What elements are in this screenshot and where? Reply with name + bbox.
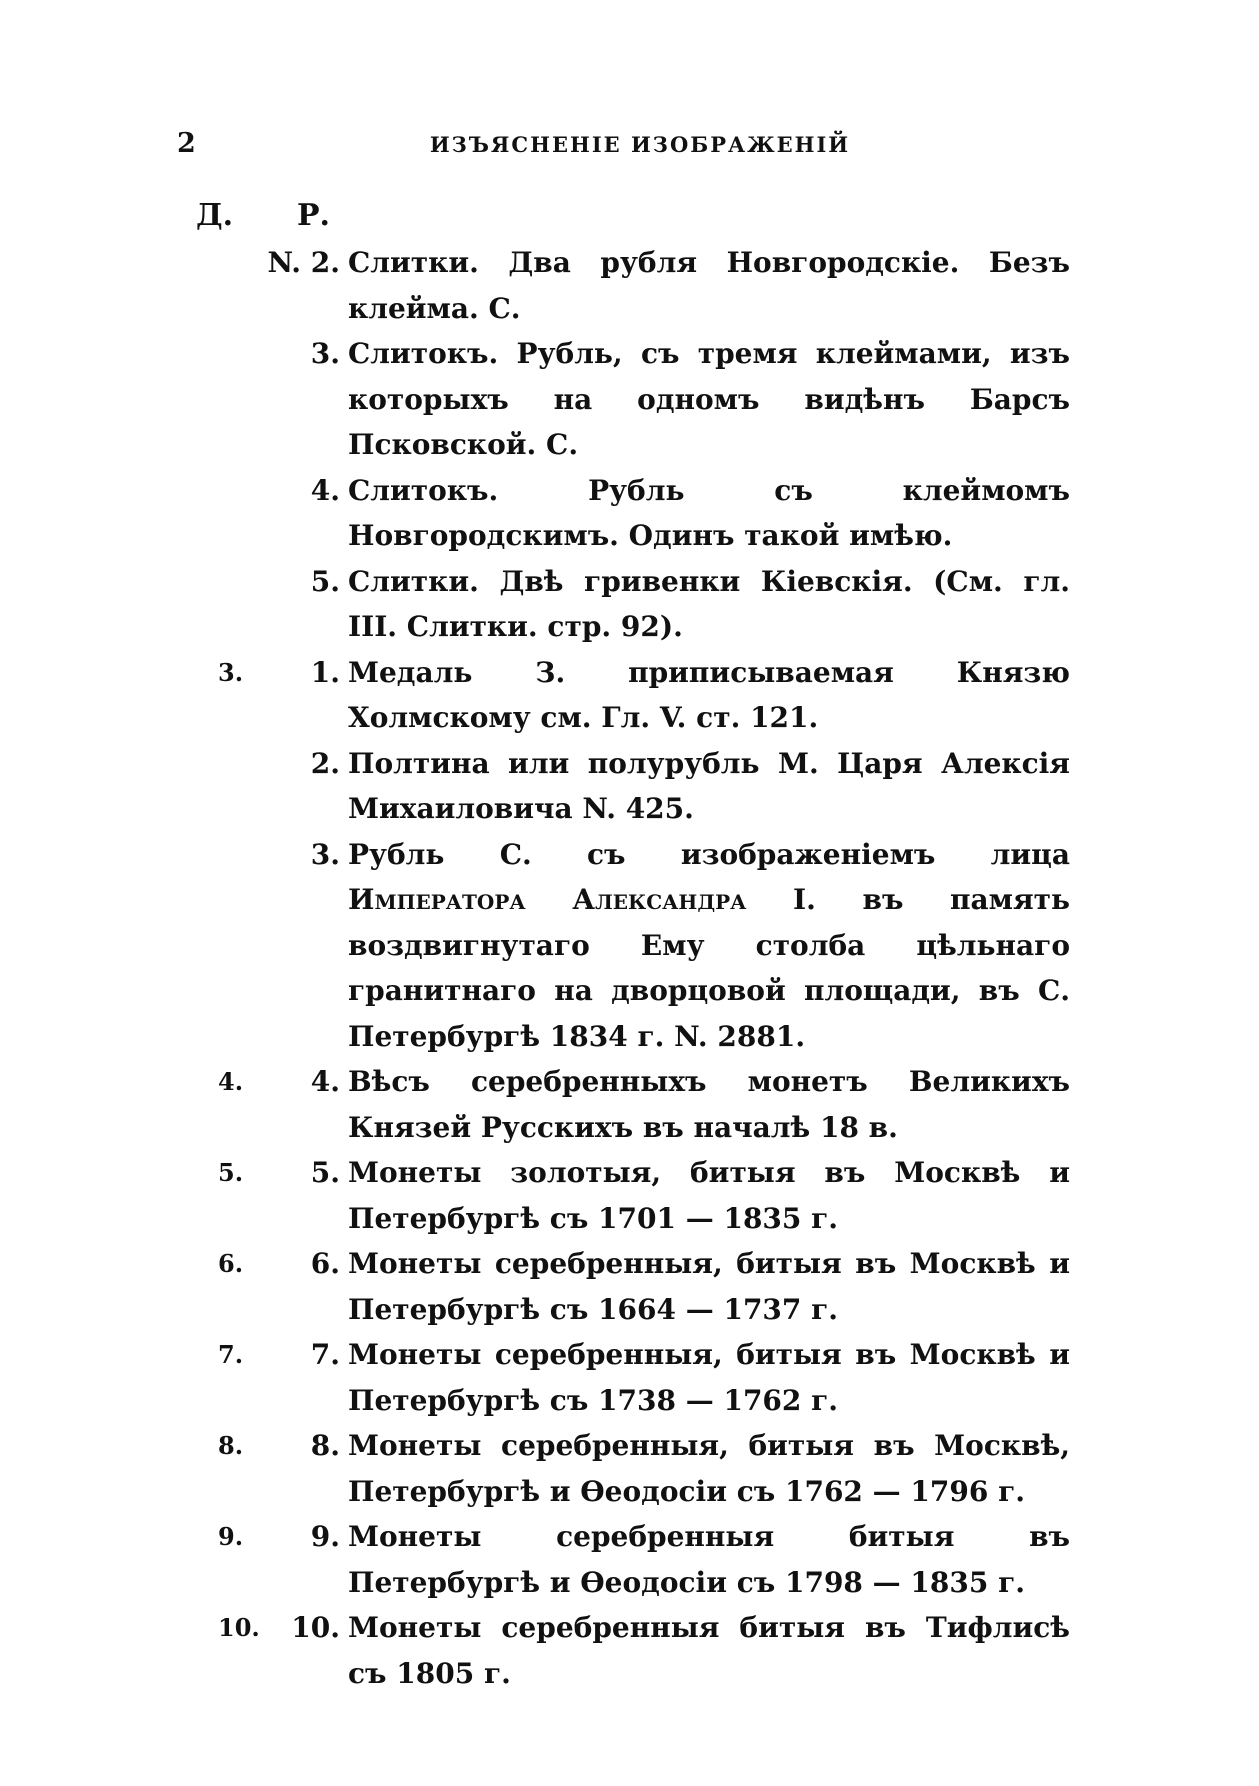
item-number: 5. [310,564,340,598]
column-header-r: Р. [297,198,331,233]
plate-number: 5. [218,1158,244,1187]
plate-number: 9. [218,1522,244,1551]
plate-number: 3. [218,657,244,687]
plate-number: 7. [218,1340,244,1369]
emperor-name: Императора Александра [348,883,747,916]
item-description: Монеты серебренныя, битыя въ Москвѣ и Петербургѣ съ 1738 — 1762 г. [348,1338,1070,1417]
running-title: ИЗЪЯСНЕНІЕ ИЗОБРАЖЕНІЙ [429,132,851,157]
plate-number: 4. [218,1067,244,1096]
item-description: Монеты серебренныя битыя въ Тифлисѣ съ 1805 г. [348,1611,1070,1690]
list-item [0,1332,1259,1423]
column-header-d: Д. [196,198,234,233]
list-item [0,240,1259,331]
item-number: N. 2. [267,246,340,279]
item-description: Монеты золотыя, битыя въ Москвѣ и Петербургѣ съ 1701 — 1835 г. [348,1156,1070,1235]
entries-list [0,240,1259,1696]
item-description: Полтина или полурубль М. Царя Алексія Михаиловича N. 425. [348,746,1070,825]
list-item [0,331,1259,468]
list-item [0,1150,1259,1241]
item-number: 9. [310,1520,340,1553]
item-description: Слитки. Двѣ гривенки Кіевскія. (См. гл. III. Слитки. стр. 92). [348,564,1070,643]
list-item [0,1241,1259,1332]
item-description: Монеты серебренныя битыя въ Петербургѣ и Ѳеодосіи съ 1798 — 1835 г. [348,1520,1070,1599]
item-number: 4. [310,1065,340,1098]
item-number: 7. [310,1338,340,1371]
list-item [0,832,1259,1060]
list-item [0,1423,1259,1514]
list-item [0,741,1259,832]
item-number: 5. [310,1156,340,1189]
item-description: Монеты серебренныя, битыя въ Москвѣ, Петербургѣ и Ѳеодосіи съ 1762 — 1796 г. [348,1429,1070,1508]
item-number: 4. [310,473,340,507]
list-item [0,468,1259,559]
plate-number: 6. [218,1249,244,1278]
list-item [0,650,1259,741]
item-description: Слитокъ. Рубль съ клеймомъ Новгородскимъ. Одинъ такой имѣю. [348,473,1070,552]
item-number: 8. [310,1429,340,1462]
list-item [0,1605,1259,1696]
item-number: 10. [291,1611,340,1644]
item-number: 3. [310,837,340,871]
item-number: 2. [310,746,340,780]
plate-number: 8. [218,1431,244,1460]
item-description: Слитокъ. Рубль, съ тремя клеймами, изъ которыхъ на одномъ видѣнъ Барсъ Псковской. С. [348,337,1070,461]
page-number: 2 [177,128,196,159]
item-description: Монеты серебренныя, битыя въ Москвѣ и Петербургѣ съ 1664 — 1737 г. [348,1247,1070,1326]
item-description [348,832,1070,1060]
item-description: Слитки. Два рубля Новгородскіе. Безъ клейма. С. [348,246,1070,325]
description-part: Рубль С. съ изображеніемъ лица [348,837,1070,871]
description-part: I. въ память воздвигнутаго Ему столба цѣльнаго гранитнаго на дворцовой площади, въ С. Петербургѣ 1834 г. N. 2881. [348,883,1071,1053]
list-item [0,1059,1259,1150]
list-item [0,1514,1259,1605]
item-number: 6. [310,1247,340,1280]
item-number: 1. [310,655,340,689]
item-description: Медаль З. приписываемая Князю Холмскому см. Гл. V. ст. 121. [348,655,1070,734]
plate-number: 10. [218,1613,260,1642]
item-number: 3. [310,337,340,370]
list-item [0,559,1259,650]
item-description: Вѣсъ серебренныхъ монетъ Великихъ Князей Русскихъ въ началѣ 18 в. [348,1065,1070,1144]
